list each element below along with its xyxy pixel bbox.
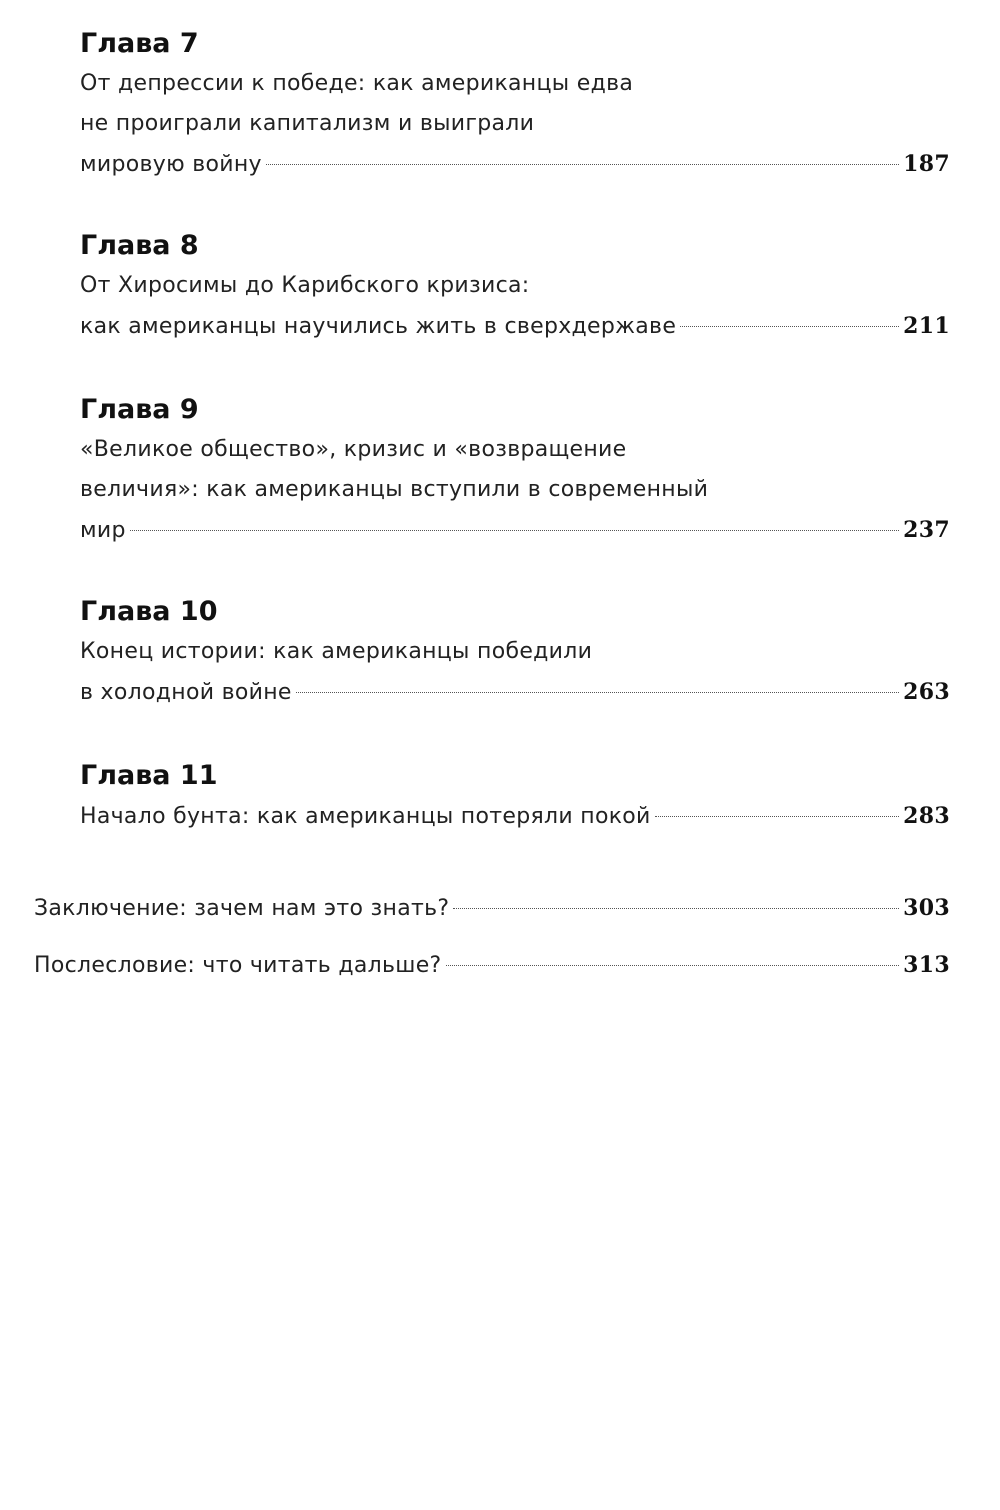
chapter-label: Глава 8 <box>80 230 199 261</box>
chapter-title-line: «Великое общество», кризис и «возвращение <box>80 437 627 462</box>
toc-chapter-10 <box>80 592 950 712</box>
dot-leader <box>130 530 899 531</box>
chapter-title-line: мир <box>80 518 126 543</box>
chapter-title-last-line <box>80 796 950 836</box>
chapter-label: Глава 7 <box>80 28 199 59</box>
page-number: 303 <box>903 895 950 921</box>
chapter-title-last-line <box>80 306 950 346</box>
page-number: 237 <box>903 517 950 543</box>
chapter-title-line: Начало бунта: как американцы потеряли покой <box>80 804 651 829</box>
chapter-title-last-line <box>80 672 950 712</box>
chapter-title-line: Конец истории: как американцы победили <box>80 639 593 664</box>
page-number: 263 <box>903 679 950 705</box>
chapter-title-last-line <box>80 144 950 184</box>
extra-entry-line <box>34 888 950 928</box>
toc-afterword <box>34 945 950 985</box>
page-number: 211 <box>903 313 950 339</box>
page-number: 283 <box>903 803 950 829</box>
chapter-title-line: величия»: как американцы вступили в современный <box>80 477 709 502</box>
page-number: 187 <box>903 151 950 177</box>
toc-chapter-9 <box>80 390 950 550</box>
toc-chapter-11 <box>80 756 950 836</box>
chapter-title-line: мировую войну <box>80 152 262 177</box>
chapter-title-line: От депрессии к победе: как американцы едва <box>80 71 634 96</box>
chapter-title-line: в холодной войне <box>80 680 292 705</box>
chapter-label: Глава 9 <box>80 394 199 425</box>
chapter-label: Глава 10 <box>80 596 218 627</box>
dot-leader <box>266 164 899 165</box>
toc-conclusion <box>34 888 950 928</box>
entry-title: Послесловие: что читать дальше? <box>34 953 442 978</box>
chapter-title-line: От Хиросимы до Карибского кризиса: <box>80 273 530 298</box>
dot-leader <box>296 692 899 693</box>
chapter-label: Глава 11 <box>80 760 218 791</box>
dot-leader <box>453 908 899 909</box>
chapter-title-line: как американцы научились жить в сверхдержаве <box>80 314 677 339</box>
entry-title: Заключение: зачем нам это знать? <box>34 896 450 921</box>
page-number: 313 <box>903 952 950 978</box>
extra-entry-line <box>34 945 950 985</box>
dot-leader <box>446 965 900 966</box>
toc-chapter-8 <box>80 226 950 346</box>
toc-chapter-7 <box>80 24 950 184</box>
dot-leader <box>680 326 899 327</box>
dot-leader <box>655 816 900 817</box>
chapter-title-line: не проиграли капитализм и выиграли <box>80 111 535 136</box>
chapter-title-last-line <box>80 510 950 550</box>
